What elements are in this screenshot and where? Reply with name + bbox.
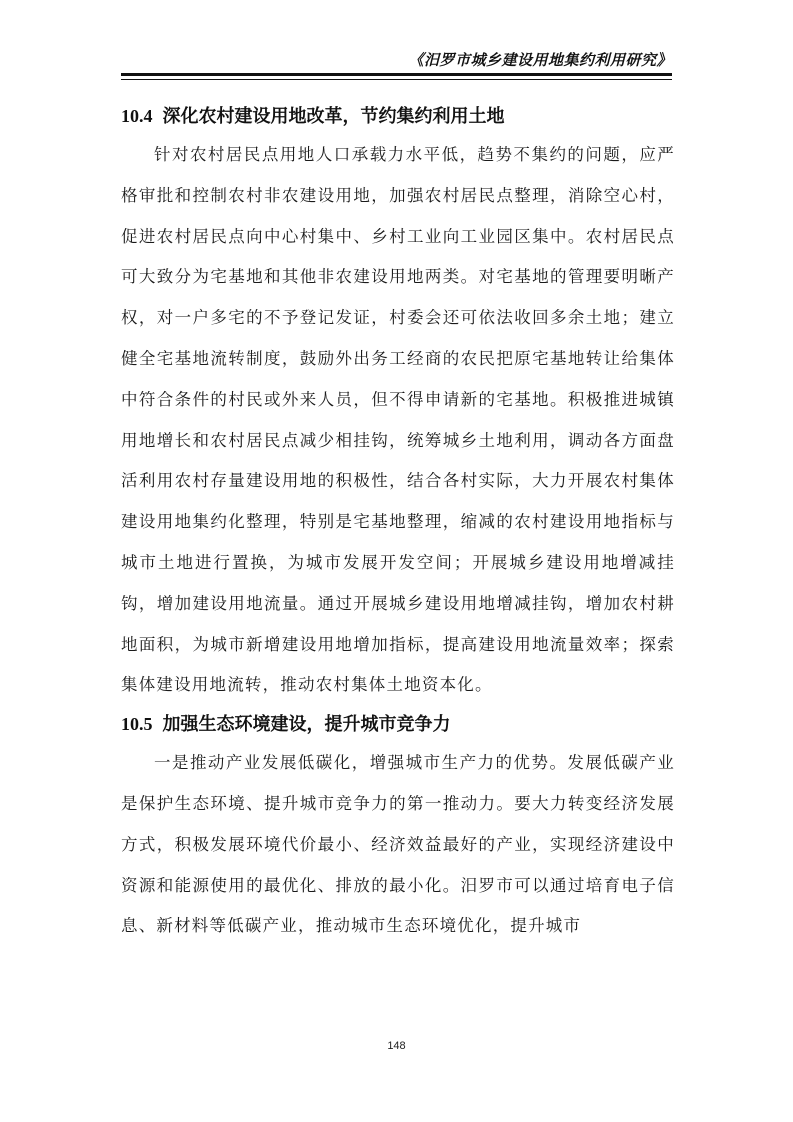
header-rule-thick: [121, 73, 672, 76]
header-rule-thin: [121, 79, 672, 80]
section-heading-10-5: [121, 706, 675, 743]
section-title: 深化农村建设用地改革，节约集约利用土地: [162, 106, 505, 127]
section-number: 10.4: [121, 106, 153, 126]
section-title: 加强生态环境建设，提升城市竞争力: [162, 714, 451, 736]
running-header-title: 《汨罗市城乡建设用地集约利用研究》: [408, 51, 672, 69]
page-number: 148: [387, 1040, 406, 1052]
section-paragraph: 针对农村居民点用地人口承载力水平低，趋势不集约的问题，应严格审批和控制农村非农建设用地，加强农村居民点整理，消除空心村，促进农村居民点向中心村集中、乡村工业向工业园区集中。农村居民点可大致分为宅基地和其他非农建设用地两类。对宅基地的管理要明晰产权，对一户多宅的不予登记发证，村委会还可依法收回多余土地；建立健全宅基地流转制度，鼓励外出务工经商的农民把原宅基地转让给集体中符合条件的村民或外来人员，但不得申请新的宅基地。积极推进城镇用地增长和农村居民点减少相挂钩，统筹城乡土地利用，调动各方面盘活利用农村存量建设用地的积极性，结合各村实际，大力开展农村集体建设用地集约化整理，特别是宅基地整理，缩减的农村建设用地指标与城市土地进行置换，为城市发展开发空间；开展城乡建设用地增减挂钩，增加建设用地流量。通过开展城乡建设用地增减挂钩，增加农村耕地面积，为城市新增建设用地增加指标，提高建设用地流量效率；探索集体建设用地流转，推动农村集体土地资本化。: [121, 145, 675, 695]
section-number: 10.5: [121, 714, 153, 735]
page-body: [121, 98, 675, 947]
section-heading-10-4: [121, 98, 675, 135]
section-paragraph: 一是推动产业发展低碳化，增强城市生产力的优势。发展低碳产业是保护生态环境、提升城市竞争力的第一推动力。要大力转变经济发展方式，积极发展环境代价最小、经济效益最好的产业，实现经济建设中资源和能源使用的最优化、排放的最小化。汨罗市可以通过培育电子信息、新材料等低碳产业，推动城市生态环境优化，提升城市: [121, 753, 675, 936]
